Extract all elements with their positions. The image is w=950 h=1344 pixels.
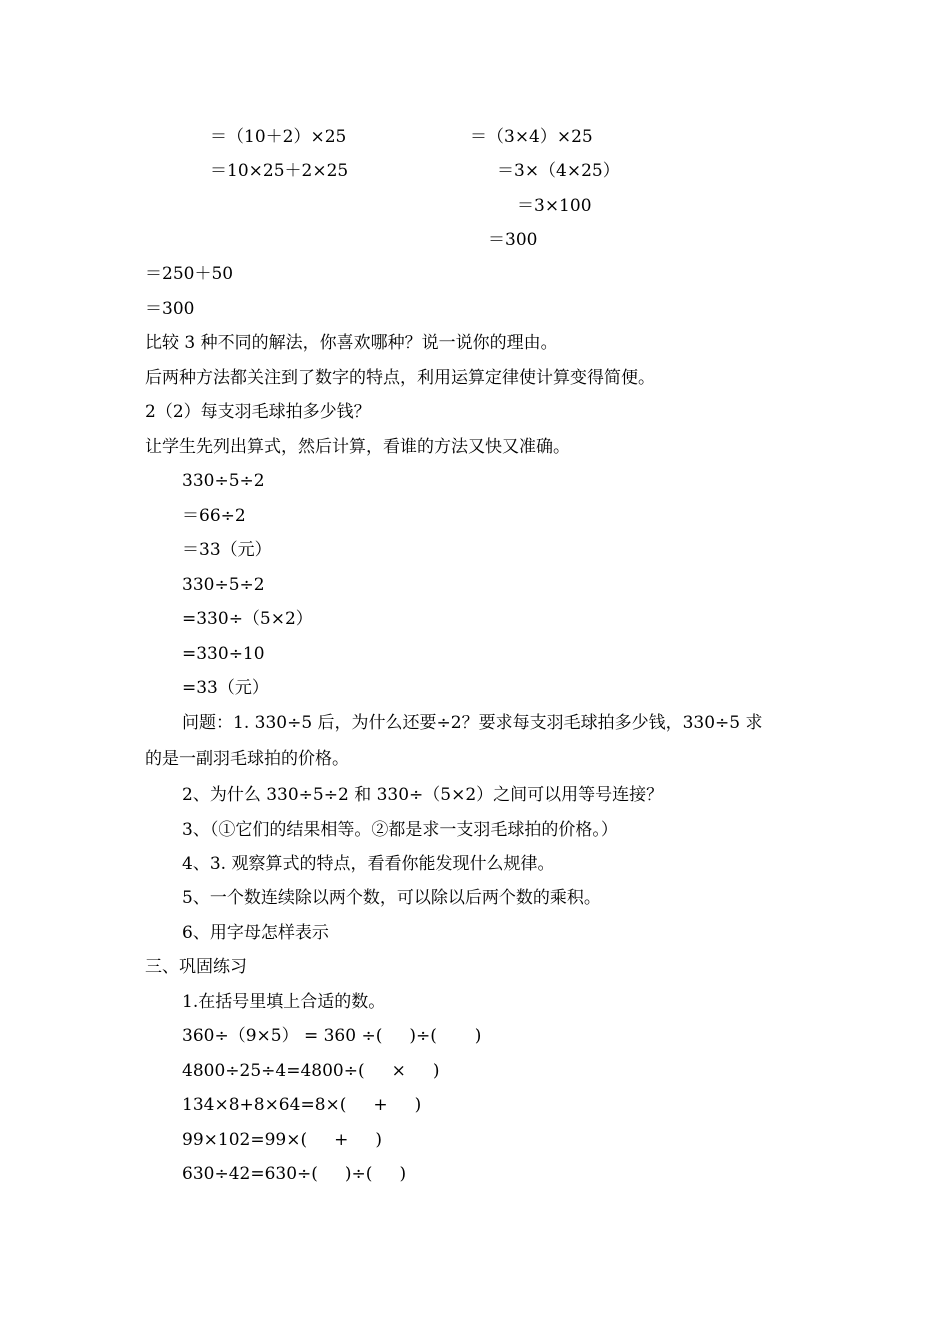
method1-step-2: ＝66÷2 (182, 506, 246, 526)
calc-left-line-1: ＝（10＋2）×25 (210, 127, 347, 147)
compare-question: 比较 3 种不同的解法，你喜欢哪种？说一说你的理由。 (145, 333, 558, 353)
problem2-instruction: 让学生先列出算式，然后计算，看谁的方法又快又准确。 (145, 437, 570, 457)
calc-left-line-2: ＝10×25＋2×25 (210, 161, 349, 181)
calc-right-line-4: ＝300 (488, 230, 538, 250)
compare-answer: 后两种方法都关注到了数字的特点，利用运算定律使计算变得简便。 (145, 368, 655, 388)
method2-step-1: 330÷5÷2 (182, 575, 265, 595)
question-6: 6、用字母怎样表示 (182, 923, 329, 943)
question-4: 4、3. 观察算式的特点，看看你能发现什么规律。 (182, 854, 555, 874)
calc-right-line-2: ＝3×（4×25） (497, 161, 620, 181)
exercise-item-3: 134×8+8×64=8×( + ) (182, 1095, 422, 1115)
method2-step-2: =330÷（5×2） (182, 609, 313, 629)
method1-step-1: 330÷5÷2 (182, 471, 265, 491)
exercise-item-1: 360÷（9×5） = 360 ÷( )÷( ) (182, 1026, 482, 1046)
method2-step-3: =330÷10 (182, 644, 265, 664)
question-3: 3、（①它们的结果相等。②都是求一支羽毛球拍的价格。） (182, 820, 618, 840)
calc-left-line-3: ＝250＋50 (145, 264, 234, 284)
exercise-item-4: 99×102=99×( + ) (182, 1130, 382, 1150)
method2-step-4: =33（元） (182, 678, 269, 698)
calc-right-line-3: ＝3×100 (517, 196, 592, 216)
question-2: 2、为什么 330÷5÷2 和 330÷（5×2）之间可以用等号连接？ (182, 785, 664, 805)
exercise-item-5: 630÷42=630÷( )÷( ) (182, 1164, 407, 1184)
calc-right-line-1: ＝（3×4）×25 (470, 127, 593, 147)
exercise-item-2: 4800÷25÷4=4800÷( × ) (182, 1061, 440, 1081)
question-1-line-1: 问题：1. 330÷5 后，为什么还要÷2？要求每支羽毛球拍多少钱，330÷5 求 (182, 713, 763, 733)
question-5: 5、一个数连续除以两个数，可以除以后两个数的乘积。 (182, 888, 601, 908)
section3-title: 三、巩固练习 (145, 957, 247, 977)
calc-left-line-4: ＝300 (145, 299, 195, 319)
problem2-title: 2（2）每支羽毛球拍多少钱？ (145, 402, 371, 422)
exercise-title: 1.在括号里填上合适的数。 (182, 992, 386, 1012)
method1-step-3: ＝33（元） (182, 540, 272, 560)
question-1-line-2: 的是一副羽毛球拍的价格。 (145, 749, 349, 769)
